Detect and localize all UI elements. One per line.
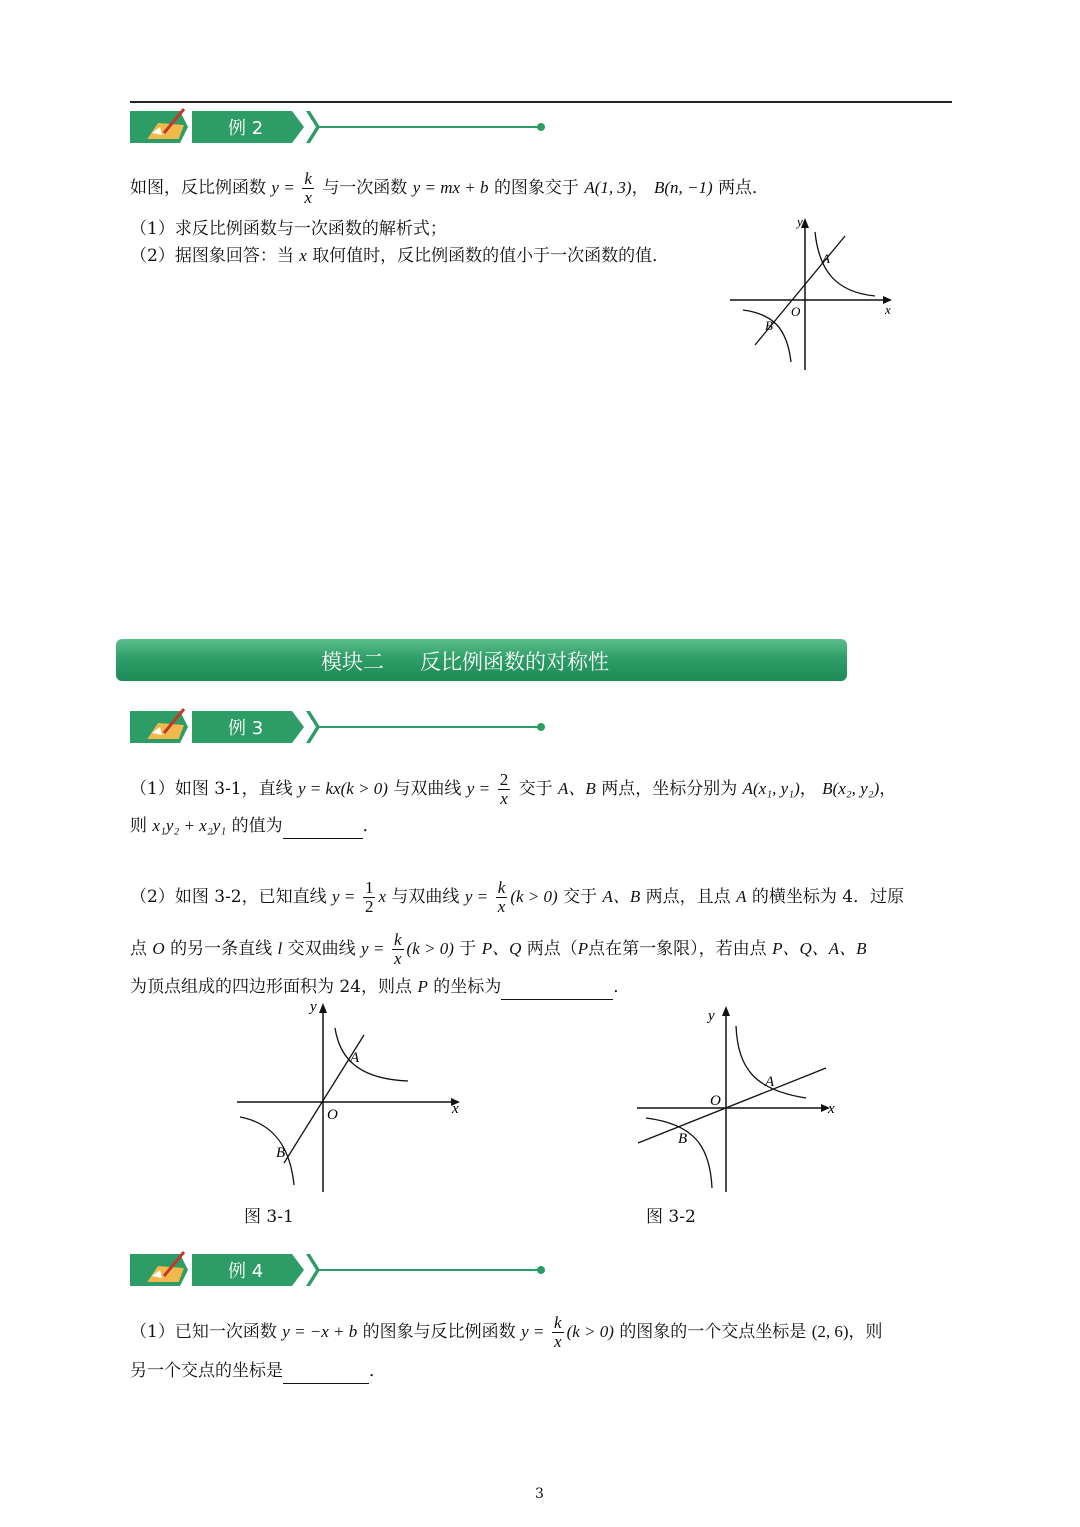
- text: 的图象与反比例函数: [362, 1322, 516, 1342]
- point-b-label: B: [765, 318, 773, 333]
- point-b-label: B: [276, 1145, 286, 1161]
- ex2-intro: [130, 170, 769, 207]
- var-y: y: [466, 779, 475, 798]
- origin-label: O: [791, 304, 801, 319]
- line: [638, 1068, 826, 1143]
- answer-blank[interactable]: [283, 1365, 369, 1384]
- frac-den: 2: [364, 897, 374, 916]
- equals: =: [479, 779, 490, 798]
- period: ．: [362, 816, 380, 836]
- condition: (k > 0): [510, 887, 558, 906]
- var-y: y: [464, 887, 473, 906]
- point-a-coords: A(x₁, y₁): [742, 779, 800, 798]
- comma: ，: [799, 779, 817, 799]
- hyperbola-q3: [240, 1117, 294, 1185]
- frac-den: x: [500, 789, 508, 808]
- frac-den: x: [304, 188, 312, 207]
- text: 的横坐标为 4．过原: [751, 887, 905, 907]
- comma: ，: [879, 779, 897, 799]
- origin-label: O: [327, 1107, 338, 1123]
- y-label: y: [797, 214, 803, 229]
- text: 与双曲线: [393, 779, 462, 799]
- point-a-label: A: [822, 251, 830, 266]
- frac-num: 2: [499, 770, 509, 789]
- equals: =: [284, 178, 294, 197]
- point-a-label: A: [765, 1074, 775, 1090]
- var-y: y: [361, 939, 369, 958]
- ex3-part1-line2: [130, 813, 380, 839]
- line-equation: y = kx(k > 0): [298, 779, 388, 798]
- page-number: 3: [535, 1486, 544, 1502]
- point: (2, 6): [811, 1322, 849, 1341]
- text: 与双曲线: [391, 887, 460, 907]
- module-banner: [116, 639, 847, 681]
- ex2-intro-text: 如图，反比例函数: [130, 178, 266, 198]
- point-a: A(1, 3): [584, 178, 632, 197]
- hyperbola-q3: [646, 1118, 712, 1188]
- fraction-k-over-x: [302, 170, 314, 207]
- example-3-label: 例 3: [228, 718, 264, 739]
- text: ，则: [848, 1322, 883, 1342]
- point-p: P: [417, 977, 428, 996]
- x-label: x: [452, 1101, 459, 1117]
- example-2-banner: [130, 109, 550, 145]
- expression: x₁y₂ + x₂y₁: [152, 816, 227, 835]
- figure-3-2-caption: 图 3-2: [646, 1207, 696, 1227]
- period: ．: [369, 1361, 386, 1381]
- hyperbola-q1: [335, 1028, 408, 1081]
- points-pqab: P、Q、A、B: [772, 939, 867, 958]
- text: 为顶点组成的四边形面积为 24，则点: [130, 977, 413, 997]
- ex3-part2-line2: [130, 931, 867, 968]
- y-label: y: [708, 1008, 715, 1024]
- var-y: y: [521, 1322, 529, 1341]
- ex2-question-2: [130, 243, 669, 269]
- figure-3-1-caption: 图 3-1: [244, 1207, 294, 1227]
- text: （2）如图 3-2，已知直线: [130, 887, 327, 907]
- text: 点在第一象限），若由点: [588, 939, 767, 959]
- origin-label: O: [710, 1093, 721, 1109]
- point-a: A: [736, 887, 747, 906]
- module-name: 模块二: [321, 650, 384, 674]
- text: 两点（: [526, 939, 578, 959]
- ex3-part1-line1: [130, 771, 896, 808]
- text: 的另一条直线: [170, 939, 273, 959]
- ex2-intro-text: 与一次函数: [322, 178, 408, 198]
- equals: =: [534, 1322, 544, 1341]
- point-o: O: [152, 939, 165, 958]
- text: 两点，且点: [645, 887, 731, 907]
- ex2-intro-text: 两点．: [718, 178, 770, 198]
- frac-den: x: [497, 897, 506, 916]
- point-b-label: B: [678, 1131, 688, 1147]
- text: 两点，坐标分别为: [601, 779, 738, 799]
- frac-num: k: [394, 930, 402, 949]
- figure-3-2: [632, 1000, 847, 1200]
- pencil-icon: [138, 103, 198, 139]
- text: 则: [130, 816, 147, 836]
- frac-den: x: [554, 1332, 562, 1351]
- text: 另一个交点的坐标是: [130, 1361, 283, 1381]
- var-x: x: [299, 246, 307, 265]
- comma: ，: [631, 178, 649, 198]
- text: 交于: [563, 887, 598, 907]
- line-l: l: [277, 939, 283, 958]
- fraction-k-over-x: [552, 1314, 564, 1351]
- y-label: y: [310, 999, 317, 1015]
- x-label: x: [885, 302, 891, 317]
- ex2-question-1: （1）求反比例函数与一次函数的解析式；: [130, 219, 447, 239]
- module-title: 反比例函数的对称性: [420, 650, 609, 674]
- frac-num: k: [554, 1313, 562, 1332]
- var-y: y: [332, 887, 340, 906]
- y-axis-arrow: [319, 1003, 327, 1013]
- x-label: x: [828, 1101, 835, 1117]
- text: （1）已知一次函数: [130, 1322, 277, 1342]
- points-pq: P、Q: [481, 939, 522, 958]
- fraction-k-over-x: [392, 931, 404, 968]
- line-equation: y = −x + b: [282, 1322, 358, 1341]
- text: 点: [130, 939, 147, 959]
- ex2-figure: [725, 210, 900, 375]
- period: ．: [613, 977, 631, 997]
- top-rule: [130, 101, 952, 103]
- q2-text: （2）据图象回答：当: [130, 246, 294, 266]
- condition: (k > 0): [406, 939, 454, 958]
- var-x: x: [378, 887, 387, 906]
- point-p: P: [577, 939, 589, 958]
- frac-den: x: [394, 949, 402, 968]
- figure-3-1: [232, 995, 472, 1195]
- text: 于: [459, 939, 477, 959]
- fraction-1-over-2: [363, 879, 376, 916]
- ex4-line2: [130, 1358, 386, 1384]
- pencil-icon: [138, 1246, 198, 1282]
- text: （1）如图 3-1，直线: [130, 779, 293, 799]
- example-4-banner: [130, 1252, 550, 1288]
- example-4-label: 例 4: [228, 1261, 264, 1282]
- fraction-k-over-x: [496, 879, 508, 916]
- points-ab: A、B: [602, 887, 641, 906]
- point-a-label: A: [350, 1050, 360, 1066]
- ex2-intro-text: 的图象交于: [493, 178, 579, 198]
- answer-blank[interactable]: [501, 981, 613, 1000]
- pencil-icon: [138, 703, 198, 739]
- text: 交于: [518, 779, 553, 799]
- text: 的图象的一个交点坐标是: [619, 1322, 807, 1342]
- ex4-line1: [130, 1314, 883, 1351]
- points-ab: A、B: [558, 779, 596, 798]
- y-axis-arrow: [722, 1006, 730, 1016]
- point-b: B(n, −1): [653, 178, 713, 197]
- example-2-label: 例 2: [228, 118, 264, 139]
- frac-num: 1: [364, 878, 374, 897]
- text: 的值为: [231, 816, 283, 836]
- equals: =: [374, 939, 384, 958]
- equals: =: [344, 887, 355, 906]
- answer-blank[interactable]: [283, 820, 363, 839]
- frac-num: k: [497, 878, 506, 897]
- example-3-banner: [130, 709, 550, 745]
- fraction-2-over-x: [498, 771, 511, 808]
- q2-text: 取何值时，反比例函数的值小于一次函数的值．: [312, 246, 670, 266]
- var-y: y: [271, 178, 279, 197]
- text: 交双曲线: [287, 939, 356, 959]
- line-equation: y = mx + b: [412, 178, 489, 197]
- ex3-part2-line1: [130, 879, 904, 916]
- equals: =: [477, 887, 488, 906]
- frac-num: k: [304, 169, 312, 188]
- point-b-coords: B(x₂, y₂): [822, 779, 880, 798]
- text: 的坐标为: [433, 977, 502, 997]
- condition: (k > 0): [566, 1322, 614, 1341]
